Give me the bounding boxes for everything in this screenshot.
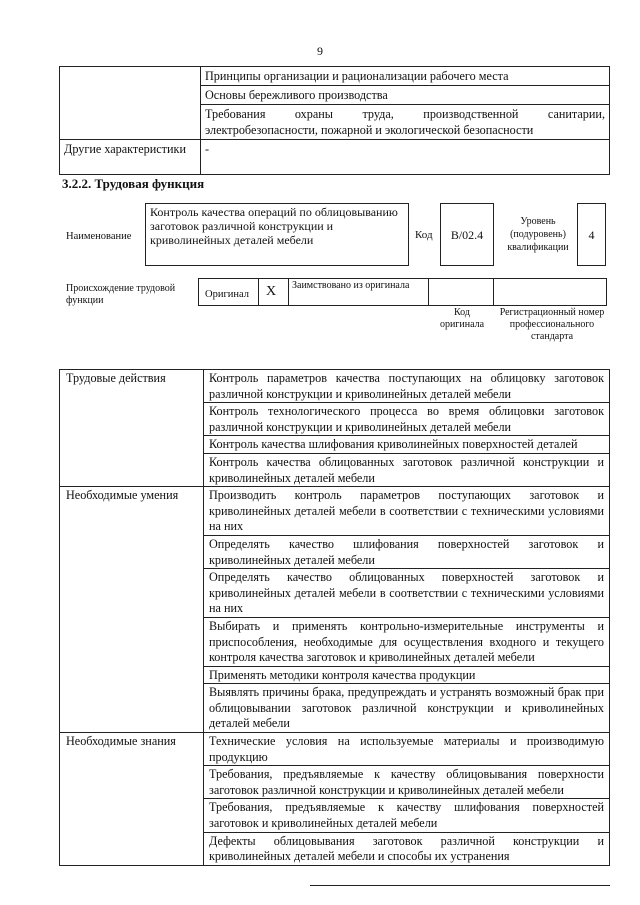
table-cell: Выявлять причины брака, предупреждать и устранять возможный брак при облицовывании заготовок различной конструкции и криволинейных деталей мебели (204, 684, 610, 733)
code-value: В/02.4 (450, 227, 484, 242)
page-number: 9 (317, 44, 323, 58)
code-box (440, 203, 494, 266)
table-cell: Определять качество шлифования поверхностей заготовок и криволинейных деталей мебели (204, 535, 610, 568)
row-label: Трудовые действия (60, 370, 204, 487)
level-value: 4 (588, 227, 595, 242)
table-cell: Контроль качества облицованных заготовок различной конструкции и криволинейных деталей мебели (204, 453, 610, 486)
level-box (577, 203, 606, 266)
table-cell: Применять методики контроля качества продукции (204, 666, 610, 684)
reg-caption: Регистрационный номер профессионального стандарта (499, 307, 605, 342)
table-cell: Требования охраны труда, производственной санитарии, электробезопасности, пожарной и экологической безопасности (201, 105, 610, 140)
name-label: Наименование (66, 231, 132, 242)
borrowed-label: Заимствовано из оригинала (292, 280, 410, 291)
table-row (60, 140, 610, 175)
table-cell: Контроль технологического процесса во время облицовки заготовок различной конструкции и криволинейных деталей мебели (204, 403, 610, 436)
table-cell: Дефекты облицовывания заготовок различной конструкции и криволинейных деталей мебели и способы их устранения (204, 832, 610, 865)
top-table (59, 66, 610, 175)
table-cell: Контроль параметров качества поступающих на облицовку заготовок различной конструкции и криволинейных деталей мебели (204, 370, 610, 403)
origin-label: Происхождение трудовой функции (66, 283, 176, 306)
original-label: Оригинал (205, 289, 249, 300)
table-cell: Выбирать и применять контрольно-измерительные инструменты и приспособления, необходимые для осуществления входного и текущего контроля качества заготовок и криволинейных деталей мебели (204, 617, 610, 666)
table-cell: Определять качество облицованных поверхностей заготовок и криволинейных деталей мебели в соответствии с техническими условиями на них (204, 569, 610, 618)
table-cell: Требования, предъявляемые к качеству шлифования поверхностей заготовок и криволинейных деталей мебели (204, 799, 610, 832)
table-cell: Контроль качества шлифования криволинейных поверхностей деталей (204, 436, 610, 454)
row-label: Необходимые умения (60, 487, 204, 733)
code-caption: Код оригинала (439, 307, 485, 330)
table-cell: Принципы организации и рационализации рабочего места (201, 67, 610, 86)
row-label: Другие характеристики (60, 140, 201, 175)
row-label: Необходимые знания (60, 733, 204, 866)
table-row (60, 67, 610, 86)
table-cell: Требования, предъявляемые к качеству облицовывания поверхности заготовок различной конструкции и криволинейных деталей мебели (204, 766, 610, 799)
original-mark: X (266, 284, 277, 299)
table-cell: Основы бережливого производства (201, 86, 610, 105)
function-name: Контроль качества операций по облицовыванию заготовок различной конструкции и криволинейных деталей мебели (150, 205, 398, 247)
section-title: 3.2.2. Трудовая функция (62, 176, 205, 191)
table-cell: Технические условия на используемые материалы и производимую продукцию (204, 733, 610, 766)
table-cell: Производить контроль параметров поступающих заготовок и криволинейных деталей мебели в соответствии с техническими условиями на них (204, 487, 610, 536)
table-row (60, 487, 610, 536)
table-row (60, 733, 610, 766)
table-row (60, 370, 610, 403)
bottom-rule (310, 885, 610, 886)
row-label (60, 67, 201, 140)
main-table (59, 369, 610, 866)
level-label: Уровень (подуровень) квалификации (507, 216, 569, 253)
table-cell: - (201, 140, 610, 175)
function-name-box (145, 203, 409, 266)
code-label: Код (415, 229, 433, 241)
